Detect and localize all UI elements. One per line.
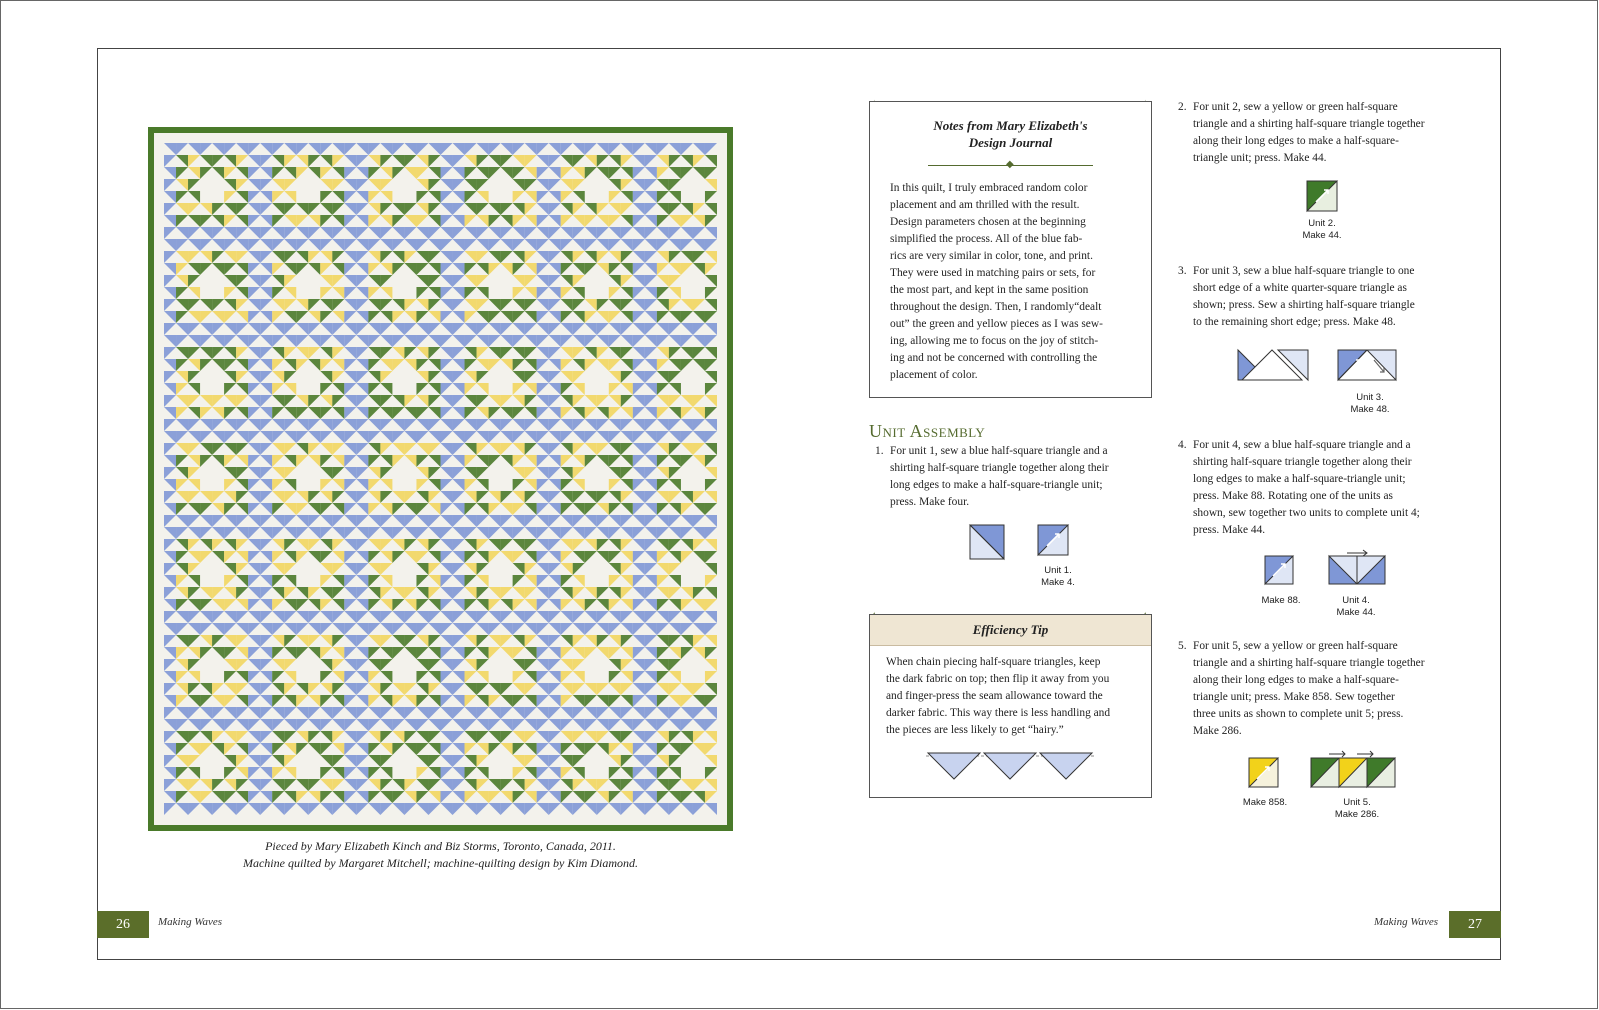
label-line: Make 88. [1261, 595, 1301, 606]
efficiency-tip-box [869, 614, 1152, 798]
label-line: Make 44. [1302, 230, 1342, 241]
label-line: Unit 1. [1044, 565, 1072, 576]
unit-3-sewn-icon [1338, 350, 1396, 380]
journal-body [890, 180, 1133, 384]
step-number: 3. [1178, 265, 1187, 277]
unit-4-icon [1329, 550, 1385, 584]
label-line: Unit 5. [1343, 797, 1371, 808]
step-number: 1. [875, 445, 884, 457]
label-line: Make 858. [1242, 797, 1288, 808]
unit-5-label [1327, 797, 1387, 821]
unit-5-icon [1311, 751, 1395, 787]
tip-line: the pieces are less likely to get “hairy.” [886, 724, 1064, 736]
label-line: Make 4. [1041, 577, 1075, 588]
journal-line: Design parameters chosen at the beginning [890, 216, 1086, 228]
unit-5-diagram [1249, 753, 1399, 789]
journal-title-line-1: Notes from Mary Elizabeth's [933, 118, 1088, 133]
journal-line: rics are very similar in color, tone, and print. [890, 250, 1093, 262]
tip-line: the dark fabric on top; then flip it away from you [886, 673, 1110, 685]
label-line: Make 48. [1350, 404, 1390, 415]
step-number: 5. [1178, 640, 1187, 652]
step-line: shown; press. Sew a shirting half-square triangle [1193, 299, 1415, 311]
step-line: short edge of a white quarter-square triangle as [1193, 282, 1407, 294]
step-line: press. Make 44. [1193, 524, 1266, 536]
design-journal-box [869, 101, 1152, 398]
step-line: three units as shown to complete unit 5; press. [1193, 708, 1404, 720]
unit-4-label [1330, 595, 1382, 619]
running-head-right: Making Waves [1374, 916, 1439, 928]
folio-left: 26 [97, 911, 149, 938]
make-858-label [1238, 797, 1292, 809]
step-line: press. Make 88. Rotating one of the units as [1193, 490, 1393, 502]
chain-piecing-diagram [926, 753, 1096, 787]
journal-line: simplified the process. All of the blue fab- [890, 233, 1083, 245]
quilt-caption-line-1: Pieced by Mary Elizabeth Kinch and Biz Storms, Toronto, Canada, 2011. [265, 839, 616, 853]
step-line: triangle unit; press. Make 44. [1193, 152, 1327, 164]
journal-line: placement of color. [890, 369, 978, 381]
journal-title-line-2: Design Journal [968, 135, 1053, 150]
tip-title: Efficiency Tip [870, 615, 1151, 646]
hst-blue-shirting-icon [970, 525, 1004, 559]
step-number: 4. [1178, 439, 1187, 451]
label-line: Make 44. [1336, 607, 1376, 618]
step-5 [1178, 638, 1493, 740]
step-line: long edges to make a half-square-triangle unit; [890, 479, 1103, 491]
hst-yellow-icon [1249, 758, 1278, 787]
journal-line: placement and am thrilled with the result. [890, 199, 1080, 211]
step-line: shirting half-square triangle together along their [1193, 456, 1412, 468]
label-line: Make 286. [1334, 809, 1380, 820]
quilt-white-border [154, 133, 727, 825]
step-number: 2. [1178, 101, 1187, 113]
hst-pressed-icon [1038, 525, 1068, 555]
journal-line: In this quilt, I truly embraced random color [890, 182, 1088, 194]
tip-line: When chain piecing half-square triangles, keep [886, 656, 1101, 668]
journal-line: ing and not be concerned with controlling the [890, 352, 1098, 364]
unit-3-diagram [1238, 350, 1400, 384]
step-line: For unit 4, sew a blue half-square triangle and a [1193, 439, 1411, 451]
step-line: shirting half-square triangle together along their [890, 462, 1109, 474]
label-line: Unit 3. [1356, 392, 1384, 403]
journal-line: out” the green and yellow pieces as I was sew- [890, 318, 1103, 330]
journal-line: throughout the design. Then, I randomly“dealt [890, 301, 1102, 313]
step-1 [875, 443, 1180, 511]
step-line: shown, sew together two units to complete unit 4; [1193, 507, 1420, 519]
step-line: press. Make four. [890, 496, 970, 508]
step-line: Make 286. [1193, 725, 1242, 737]
journal-line: the most part, and kept in the same position [890, 284, 1089, 296]
quilt-photo [148, 127, 733, 831]
step-line: For unit 3, sew a blue half-square triangle to one [1193, 265, 1415, 277]
step-line: to the remaining short edge; press. Make 48. [1193, 316, 1396, 328]
unit-2-label [1296, 218, 1348, 242]
step-line: For unit 5, sew a yellow or green half-square [1193, 640, 1398, 652]
journal-line: ing, allowing me to focus on the joy of stitch- [890, 335, 1099, 347]
running-head-left: Making Waves [158, 916, 223, 928]
quilt-caption-line-2: Machine quilted by Margaret Mitchell; machine-quilting design by Kim Diamond. [242, 856, 639, 870]
make-88-label [1256, 595, 1306, 607]
step-line: along their long edges to make a half-square- [1193, 135, 1399, 147]
step-line: triangle unit; press. Make 858. Sew together [1193, 691, 1395, 703]
step-line: long edges to make a half-square-triangle unit; [1193, 473, 1406, 485]
step-line: For unit 1, sew a blue half-square triangle and a [890, 445, 1108, 457]
step-line: triangle and a shirting half-square triangle together [1193, 118, 1425, 130]
unit-3-label [1344, 392, 1396, 416]
journal-title [870, 117, 1151, 151]
step-4 [1178, 437, 1493, 539]
section-heading: Unit Assembly [869, 421, 986, 441]
step-line: triangle and a shirting half-square triangle together [1193, 657, 1425, 669]
tip-body [886, 654, 1137, 739]
journal-line: They were used in matching pairs or sets, for [890, 267, 1096, 279]
label-line: Unit 2. [1308, 218, 1336, 229]
tip-line: darker fabric. This way there is less handling and [886, 707, 1111, 719]
step-2 [1178, 99, 1493, 167]
unit-2-diagram [1307, 181, 1339, 213]
step-line: For unit 2, sew a yellow or green half-square [1193, 101, 1398, 113]
tip-line: and finger-press the seam allowance toward the [886, 690, 1103, 702]
unit-1-diagram [970, 525, 1080, 565]
unit-3-pieces-icon [1238, 350, 1308, 380]
step-line: along their long edges to make a half-square- [1193, 674, 1399, 686]
folio-right: 27 [1449, 911, 1501, 938]
hst-make-88-icon [1265, 556, 1293, 584]
quilt-pattern [164, 143, 717, 815]
label-line: Unit 4. [1342, 595, 1370, 606]
unit-1-label [1036, 565, 1080, 589]
step-3 [1178, 263, 1493, 331]
diamond-ornament-icon: ◆ [1006, 159, 1014, 170]
unit-4-diagram [1265, 553, 1389, 587]
